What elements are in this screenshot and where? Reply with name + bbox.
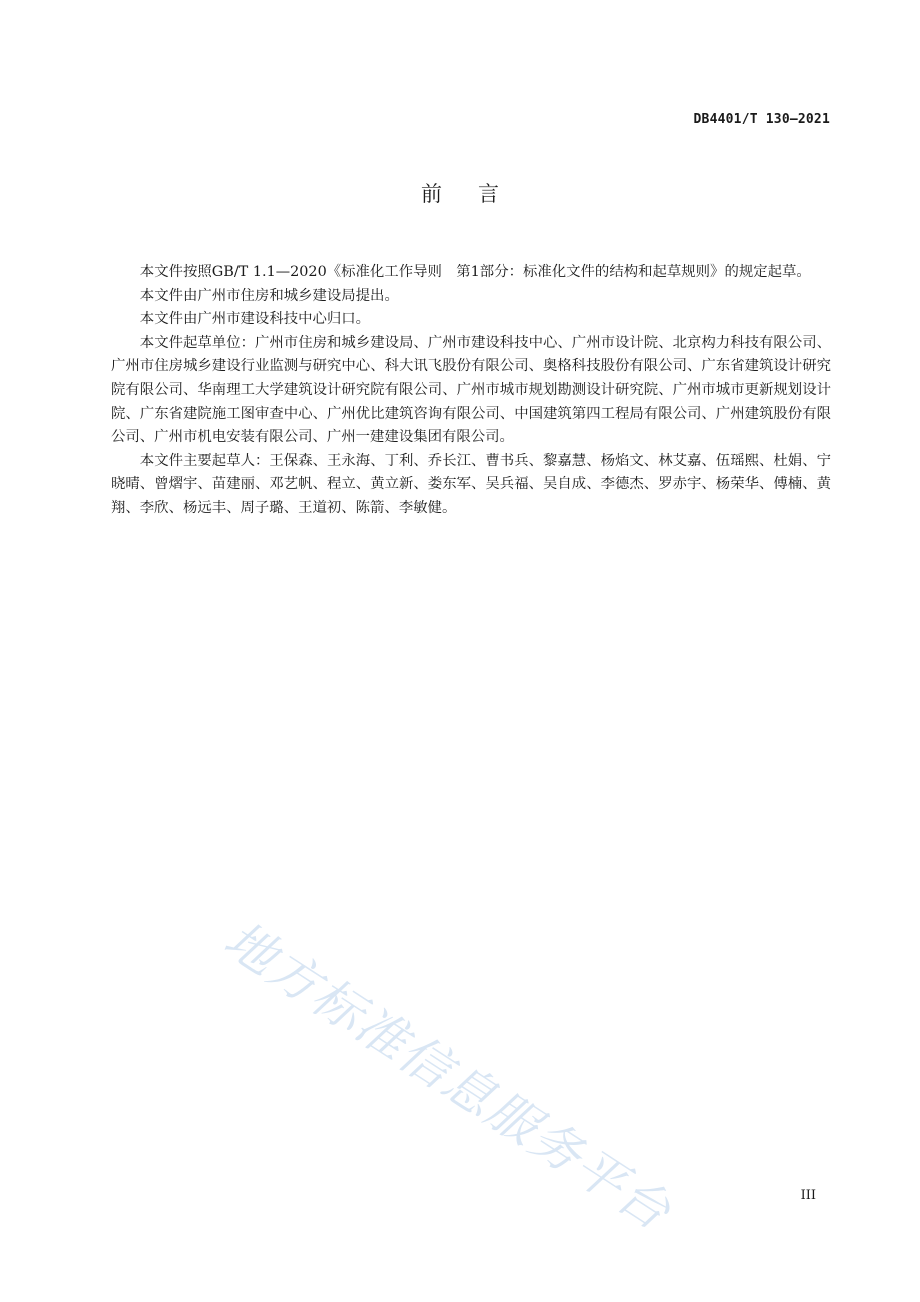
document-code: DB4401/T 130—2021	[693, 112, 830, 127]
paragraph-drafting-units: 本文件起草单位：广州市住房和城乡建设局、广州市建设科技中心、广州市设计院、北京构力科技有限公司、广州市住房城乡建设行业监测与研究中心、科大讯飞股份有限公司、奥格科技股份有限公司、广东省建筑设计研究院有限公司、华南理工大学建筑设计研究院有限公司、广州市城市规划勘测设计研究院、广州市城市更新规划设计院、广东省建院施工图审查中心、广州优比建筑咨询有限公司、中国建筑第四工程局有限公司、广州建筑股份有限公司、广州市机电安装有限公司、广州一建建设集团有限公司。	[111, 334, 831, 446]
section-title: 前言	[421, 182, 535, 206]
paragraph-drafting-basis: 本文件按照GB/T 1.1—2020《标准化工作导则 第1部分：标准化文件的结构和起草规则》的规定起草。	[139, 264, 811, 280]
page-number: III	[800, 1188, 816, 1203]
watermark: 地方标准信息服务平台	[214, 910, 682, 1242]
foreword-body	[111, 261, 831, 521]
paragraph-main-drafters: 本文件主要起草人：王保森、王永海、丁利、乔长江、曹书兵、黎嘉慧、杨焰文、林艾嘉、伍瑶熙、杜娟、宁晓晴、曾熠宇、苗建丽、邓艺帆、程立、黄立新、娄东军、吴兵福、吴自成、李德杰、罗赤宇、杨荣华、傅楠、黄翔、李欣、杨远丰、周子璐、王道初、陈箭、李敏健。	[111, 452, 831, 516]
paragraph-centralized-unit: 本文件由广州市建设科技中心归口。	[139, 311, 371, 328]
paragraph-proposer: 本文件由广州市住房和城乡建设局提出。	[139, 287, 399, 304]
